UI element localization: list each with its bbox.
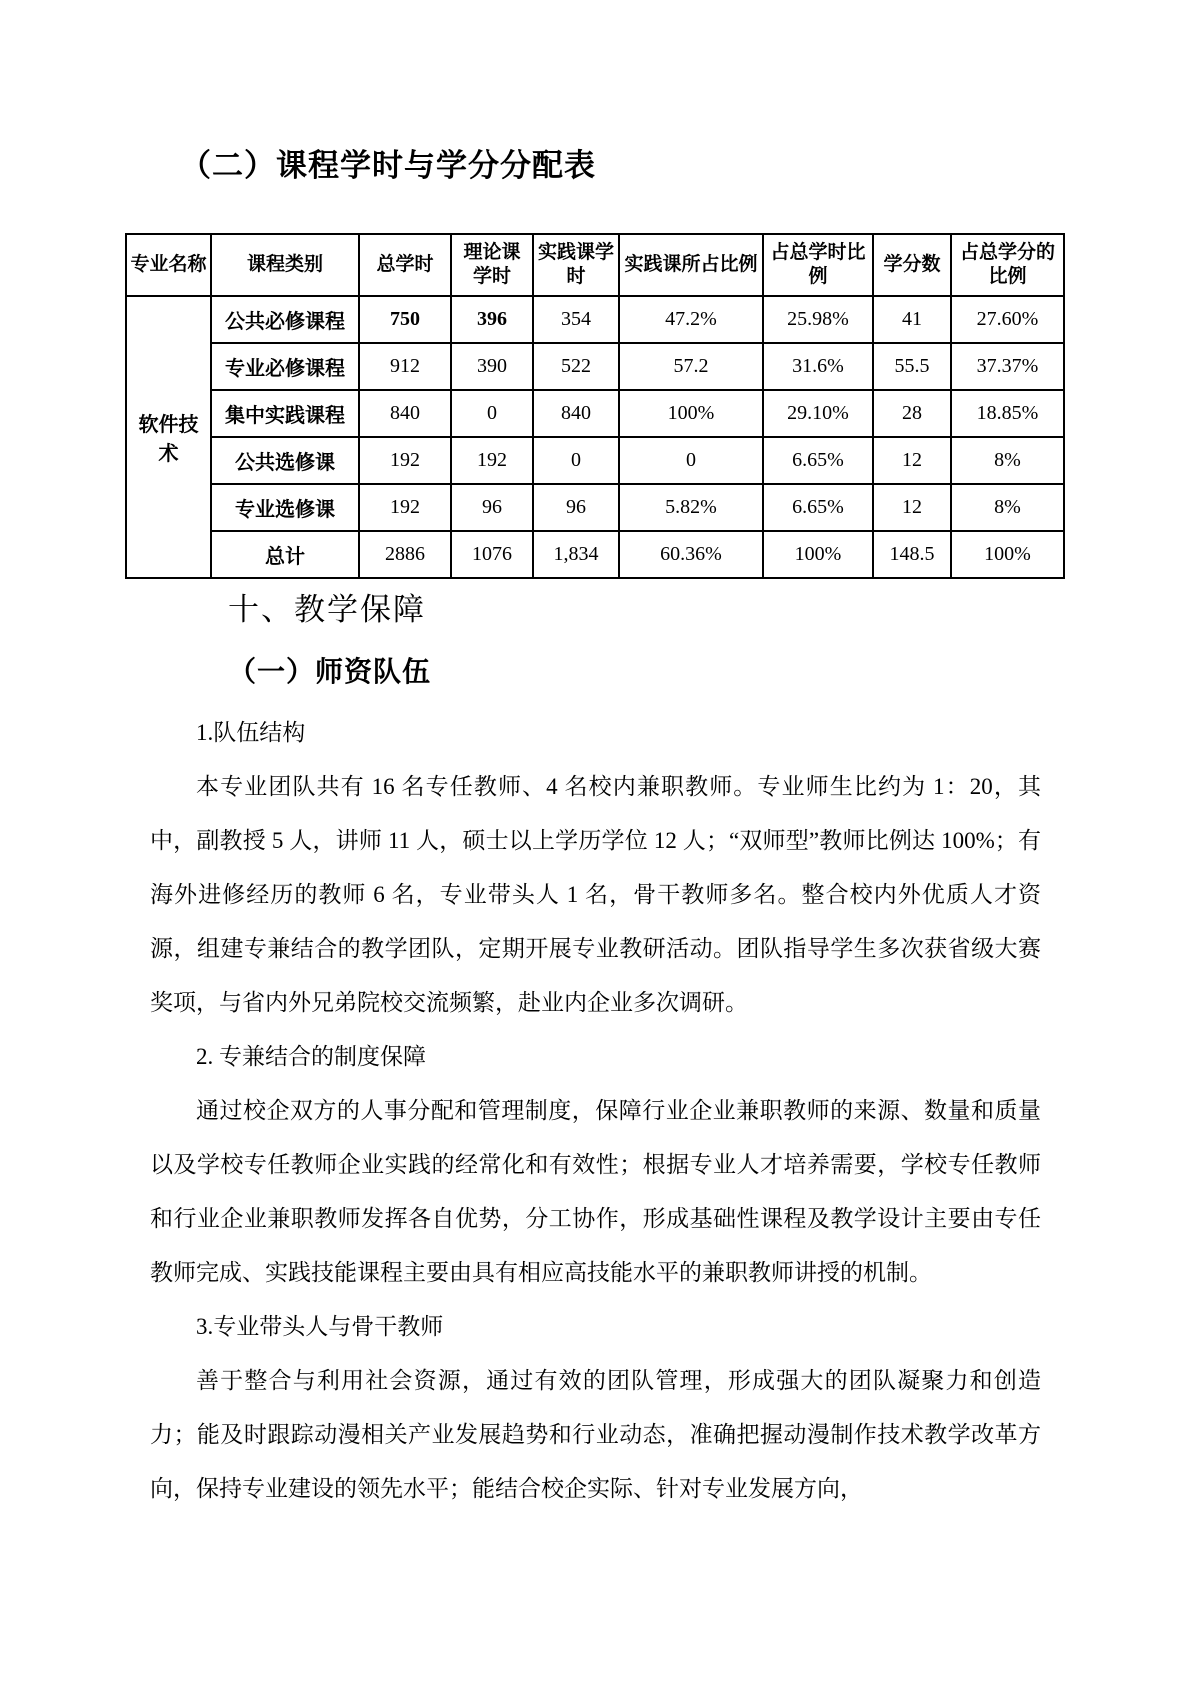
hours-credits-allocation-table bbox=[125, 233, 1065, 579]
paragraph-team-structure: 本专业团队共有 16 名专任教师、4 名校内兼职教师。专业师生比约为 1：20，其中，副教授 5 人，讲师 11 人，硕士以上学历学位 12 人；“双师型”教师比例达 100%；有海外进修经历的教师 6 名，专业带头人 1 名，骨干教师多名。整合校内外优质人才资源，组建专兼结合的教学团队，定期开展专业教研活动。团队指导学生多次获省级大赛奖项，与省内外兄弟院校交流频繁，赴业内企业多次调研。 bbox=[150, 774, 1041, 1015]
credits-cell: 12 bbox=[873, 484, 951, 531]
total-hours-ratio-cell: 6.65% bbox=[763, 484, 873, 531]
category-cell: 公共必修课程 bbox=[211, 296, 359, 343]
theory-hours-cell: 390 bbox=[451, 343, 533, 390]
header-credits-ratio: 占总学分的比例 bbox=[951, 234, 1064, 296]
practice-ratio-cell: 57.2 bbox=[619, 343, 763, 390]
header-practice-hours: 实践课学时 bbox=[533, 234, 619, 296]
theory-hours-cell: 0 bbox=[451, 390, 533, 437]
total-hours-cell: 192 bbox=[359, 484, 451, 531]
major-name-cell: 软件技术 bbox=[126, 296, 211, 578]
table-row bbox=[126, 437, 1064, 484]
table-row bbox=[126, 390, 1064, 437]
section-title-teaching-support: 十、教学保障 bbox=[228, 592, 426, 627]
total-hours-cell: 750 bbox=[359, 296, 451, 343]
practice-ratio-cell: 0 bbox=[619, 437, 763, 484]
item-heading-system-guarantee: 2. 专兼结合的制度保障 bbox=[196, 1044, 426, 1069]
credits-ratio-cell: 8% bbox=[951, 484, 1064, 531]
practice-ratio-cell: 60.36% bbox=[619, 531, 763, 578]
practice-hours-cell: 354 bbox=[533, 296, 619, 343]
practice-hours-cell: 1,834 bbox=[533, 531, 619, 578]
theory-hours-cell: 192 bbox=[451, 437, 533, 484]
total-hours-cell: 2886 bbox=[359, 531, 451, 578]
total-hours-ratio-cell: 6.65% bbox=[763, 437, 873, 484]
header-practice-ratio: 实践课所占比例 bbox=[619, 234, 763, 296]
practice-ratio-cell: 5.82% bbox=[619, 484, 763, 531]
practice-ratio-cell: 47.2% bbox=[619, 296, 763, 343]
header-theory-hours: 理论课学时 bbox=[451, 234, 533, 296]
total-hours-ratio-cell: 31.6% bbox=[763, 343, 873, 390]
credits-ratio-cell: 8% bbox=[951, 437, 1064, 484]
header-course-category: 课程类别 bbox=[211, 234, 359, 296]
table-row bbox=[126, 343, 1064, 390]
table-total-row bbox=[126, 531, 1064, 578]
credits-cell: 148.5 bbox=[873, 531, 951, 578]
total-hours-cell: 840 bbox=[359, 390, 451, 437]
credits-cell: 28 bbox=[873, 390, 951, 437]
credits-cell: 12 bbox=[873, 437, 951, 484]
credits-ratio-cell: 37.37% bbox=[951, 343, 1064, 390]
practice-ratio-cell: 100% bbox=[619, 390, 763, 437]
category-cell: 专业选修课 bbox=[211, 484, 359, 531]
total-label-cell: 总计 bbox=[211, 531, 359, 578]
body-text bbox=[150, 706, 1041, 1516]
total-hours-cell: 912 bbox=[359, 343, 451, 390]
header-major-name: 专业名称 bbox=[126, 234, 211, 296]
credits-cell: 41 bbox=[873, 296, 951, 343]
item-heading-leaders-backbone-teachers: 3.专业带头人与骨干教师 bbox=[196, 1314, 444, 1339]
table-row bbox=[126, 296, 1064, 343]
header-total-hours: 总学时 bbox=[359, 234, 451, 296]
theory-hours-cell: 396 bbox=[451, 296, 533, 343]
practice-hours-cell: 522 bbox=[533, 343, 619, 390]
credits-ratio-cell: 18.85% bbox=[951, 390, 1064, 437]
total-hours-ratio-cell: 25.98% bbox=[763, 296, 873, 343]
theory-hours-cell: 1076 bbox=[451, 531, 533, 578]
header-credits: 学分数 bbox=[873, 234, 951, 296]
item-heading-team-structure: 1.队伍结构 bbox=[196, 720, 306, 745]
category-cell: 公共选修课 bbox=[211, 437, 359, 484]
category-cell: 集中实践课程 bbox=[211, 390, 359, 437]
table-row bbox=[126, 484, 1064, 531]
credits-cell: 55.5 bbox=[873, 343, 951, 390]
theory-hours-cell: 96 bbox=[451, 484, 533, 531]
table-section-title: （二）课程学时与学分分配表 bbox=[180, 148, 596, 183]
total-hours-ratio-cell: 100% bbox=[763, 531, 873, 578]
practice-hours-cell: 840 bbox=[533, 390, 619, 437]
table-header-row bbox=[126, 234, 1064, 296]
header-total-hours-ratio: 占总学时比例 bbox=[763, 234, 873, 296]
total-hours-cell: 192 bbox=[359, 437, 451, 484]
credits-ratio-cell: 27.60% bbox=[951, 296, 1064, 343]
practice-hours-cell: 0 bbox=[533, 437, 619, 484]
category-cell: 专业必修课程 bbox=[211, 343, 359, 390]
paragraph-system-guarantee: 通过校企双方的人事分配和管理制度，保障行业企业兼职教师的来源、数量和质量以及学校专任教师企业实践的经常化和有效性；根据专业人才培养需要，学校专任教师和行业企业兼职教师发挥各自优势，分工协作，形成基础性课程及教学设计主要由专任教师完成、实践技能课程主要由具有相应高技能水平的兼职教师讲授的机制。 bbox=[150, 1098, 1041, 1285]
practice-hours-cell: 96 bbox=[533, 484, 619, 531]
credits-ratio-cell: 100% bbox=[951, 531, 1064, 578]
subsection-title-faculty-team: （一）师资队伍 bbox=[228, 656, 432, 687]
paragraph-leaders-backbone-teachers: 善于整合与利用社会资源，通过有效的团队管理，形成强大的团队凝聚力和创造力；能及时跟踪动漫相关产业发展趋势和行业动态，准确把握动漫制作技术教学改革方向，保持专业建设的领先水平；能结合校企实际、针对专业发展方向， bbox=[150, 1368, 1041, 1501]
total-hours-ratio-cell: 29.10% bbox=[763, 390, 873, 437]
